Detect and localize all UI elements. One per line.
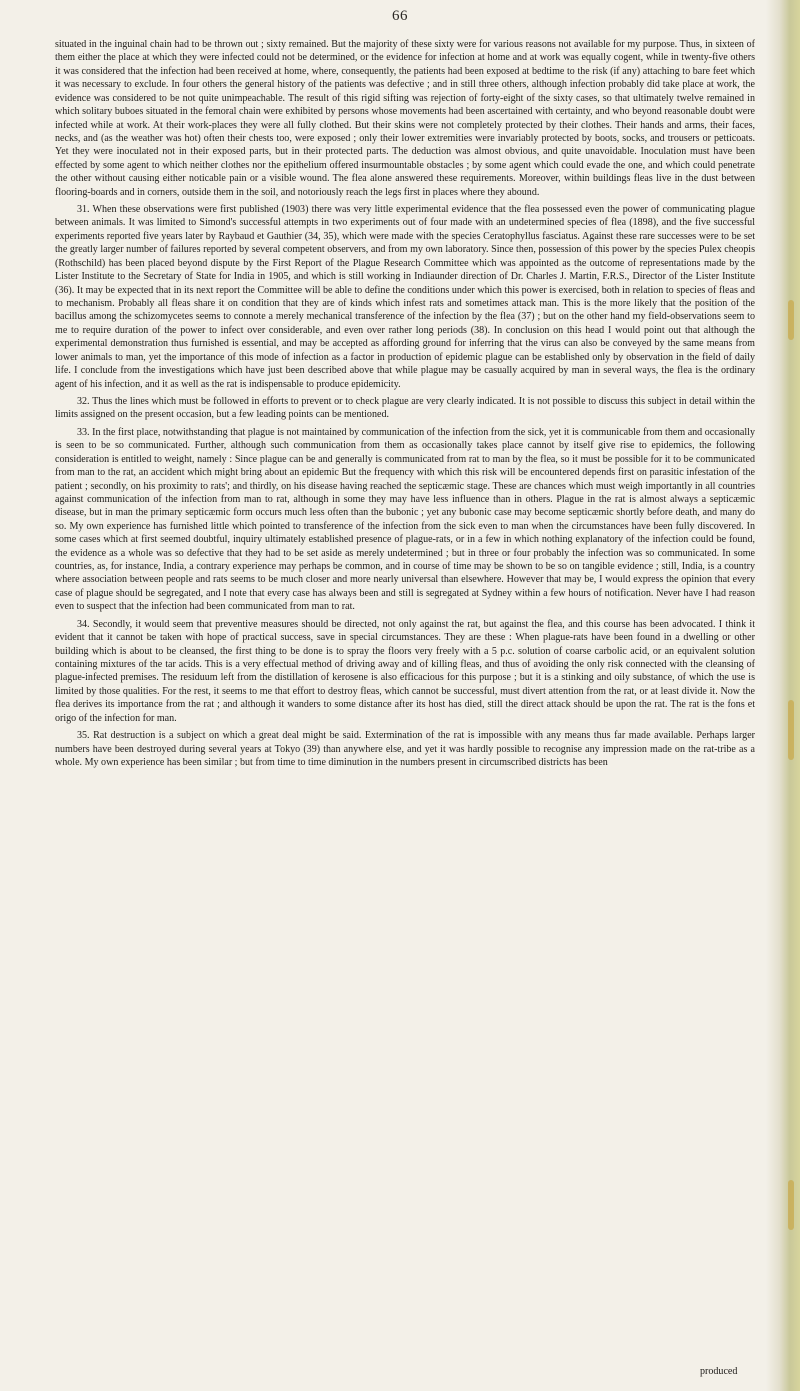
paragraph-34: 34. Secondly, it would seem that preventive measures should be directed, not only against the rat, but against the flea, and this course has been advocated. I think it evident that it cannot be taken with hope of practical success, save in special circumstances. They are these : When plague-rats have been found in a dwelling or other building which is about to be cleansed, the first thing to be done is to spray the floors very freely with a 5 p.c. solution of coarse carbolic acid, or an equivalent solution containing mixtures of the tar acids. This is a very effectual method of driving away and of killing fleas, and thus of avoiding the only risk connected with the cleansing of plague-infected premises. The residuum left from the distillation of kerosene is also efficacious for this purpose ; but it is a stinking and oily substance, of which the use is limited by those qualities. For the rest, it seems to me that effort to destroy fleas, which cannot be successful, must divert attention from the rat, or at least divide it. Now the flea derives its importance from the rat ; and although it wanders to some distance after its host has died, still the direct attack should be upon the rat. The rat is the fons et origo of the infection for man. [55, 618, 755, 724]
page-number: 66 [392, 8, 408, 24]
catchword: produced [700, 1366, 738, 1377]
gutter-stain [788, 700, 794, 760]
gutter-stain [788, 1180, 794, 1230]
paragraph-32: 32. Thus the lines which must be followed in efforts to prevent or to check plague are very clearly indicated. It is not possible to discuss this subject in detail within the limits assigned on the present occasion, but a few leading points can be mentioned. [55, 395, 755, 421]
paragraph-33: 33. In the first place, notwithstanding that plague is not maintained by communication of the infection from the sick, yet it is communicable from them and occasionally is seen to be so communicated. Further, although such communication from them as occasionally takes place cannot by itself give rise to epidemics, the following consideration is entitled to weight, namely : Since plague can be and generally is communicated from rat to man by the flea, so it must be possible for it to be communicated from man to the rat, an accident which might bring about an epidemic But the frequency with which this risk will be encountered depends first on parasitic infestation of the patient ; secondly, on his proximity to rats'; and thirdly, on his disease having reached the septicæmic stage. These are chances which must weigh importantly in all countries against communication of the infection from man to rat, although in some they may have less influence than in others. Plague in the rat is almost always a septicæmic disease, but in man the primary septicæmic form occurs much less often than the bubonic ; yet any bubonic case may become septicæmic shortly before death, and many do so. My own experience has furnished little which pointed to transference of the infection from the sick even to man when the circumstances have been fully discovered. In some cases which at first seemed doubtful, inquiry ultimately established presence of plague-rats, or in a few in which nothing explanatory of the infection could be found, the evidence as a whole was so defective that they had to be set aside as merely undetermined ; but in three or four probably the infection was so communicated. In some countries, as, for instance, India, a contrary experience may perhaps be common, and in course of time may be shown to be so on tangible evidence ; still, India, is a country where association between people and rats seems to be much closer and more nearly universal than elsewhere. However that may be, I would express the opinion that every case of plague should be segregated, and I note that every case has always been and still is segregated at Sydney within a few hours of notification. Never have I had reason even to suspect that the infection had been communicated from man to rat. [55, 426, 755, 613]
page-gutter-edge [766, 0, 800, 1391]
paragraph-35: 35. Rat destruction is a subject on which a great deal might be said. Extermination of the rat is impossible with any means thus far made available. Perhaps larger numbers have been destroyed during several years at Tokyo (39) than anywhere else, and yet it was hardly possible to recognise any impression made on the rat-tribe as a whole. My own experience has been similar ; but from time to time diminution in the numbers present in circumscribed districts has been [55, 730, 755, 768]
paragraph-30-continuation: situated in the inguinal chain had to be thrown out ; sixty remained. But the majority of these sixty were for various reasons not available for my purpose. Thus, in sixteen of them either the place at which they were infected could not be determined, or the evidence for infection at home and at work was equally cogent, while in twenty-five others it was considered that the infection had been received at home, where, consequently, the patients had been exposed at bedtime to the risk (if any) attaching to bare feet which it was necessary to exclude. In four others the general history of the patients was defective ; and in still three others, although infection probably did take place at work, the evidence was considered to be not quite unimpeachable. The result of this rigid sifting was rejection of forty-eight of the sixty cases, so that ultimately twelve remained in which solitary buboes situated in the femoral chain were exhibited by persons whose movements had been ascertained with certainty, and who beyond reasonable doubt were infected while at work. At their work-places they were all fully clothed. But their skins were not completely protected by their clothes. Their hands and arms, their faces, necks, and (as the weather was hot) often their chests too, were exposed ; only their lower extremities were invariably protected by boots, socks, and trousers or petticoats. Yet they were inoculated not in their exposed parts, but in their protected parts. The deduction was almost obvious, and quite unavoidable. Inoculation must have been effected by some agent to which neither clothes nor the epithelium offered insurmountable obstacles ; by some agent which could evade the one, and which could penetrate the other without causing either noticable pain or a visible wound. The flea alone answered these requirements. Moreover, within buildings fleas live in the dust between flooring-boards and in corners, outside them in the soil, and notoriously reach the legs first in places where they abound. [55, 39, 755, 198]
gutter-stain [788, 300, 794, 340]
paragraph-31: 31. When these observations were first published (1903) there was very little experimental evidence that the flea possessed even the power of communicating plague between animals. It was limited to Simond's successful attempts in two experiments out of four made with an undetermined species of flea (1898), and the five successful experiments reported five years later by Raybaud et Gauthier (34, 35), which were made with the species Ceratophyllus fasciatus. Against these rare successes were to be set the greatly larger number of failures reported by several competent observers, and from my own laboratory. Since then, possession of this power by the species Pulex cheopis (Rothschild) has been placed beyond dispute by the First Report of the Plague Research Committee which was appointed as the outcome of representations made by the Lister Institute to the Secretary of State for India in 1905, and which is still working in Indiaunder direction of Dr. Charles J. Martin, F.R.S., Director of the Lister Institute (36). It may be expected that in its next report the Committee will be able to define the conditions under which this power is exercised, both in relation to species of fleas and to mechanism. Probably all fleas share it on condition that they are of kinds which infest rats and sometimes attack man. This is the more likely that the position of the bacillus among the schizomycetes seems to connote a merely mechanical transference of the infection by the flea (37) ; but on the other hand my field-observations seem to me to require duration of the power to infect over considerable, and even over rather long periods (38). In conclusion on this head I would point out that although the experimental demonstration thus furnished is essential, and may be accepted as affording ground for inferring that the virus can also be conveyed by the same means from lower animals to man, yet the importance of this mode of infection as a factor in production of epidemic plague can be established only by observation in the field of daily life. I conclude from the investigations which have just been described above that while plague may be casually acquired by man in several ways, the flea is the ordinary agent of his infection, and it as well as the rat is indispensable to produce epidemicity. [55, 204, 755, 390]
body-text [55, 38, 755, 773]
